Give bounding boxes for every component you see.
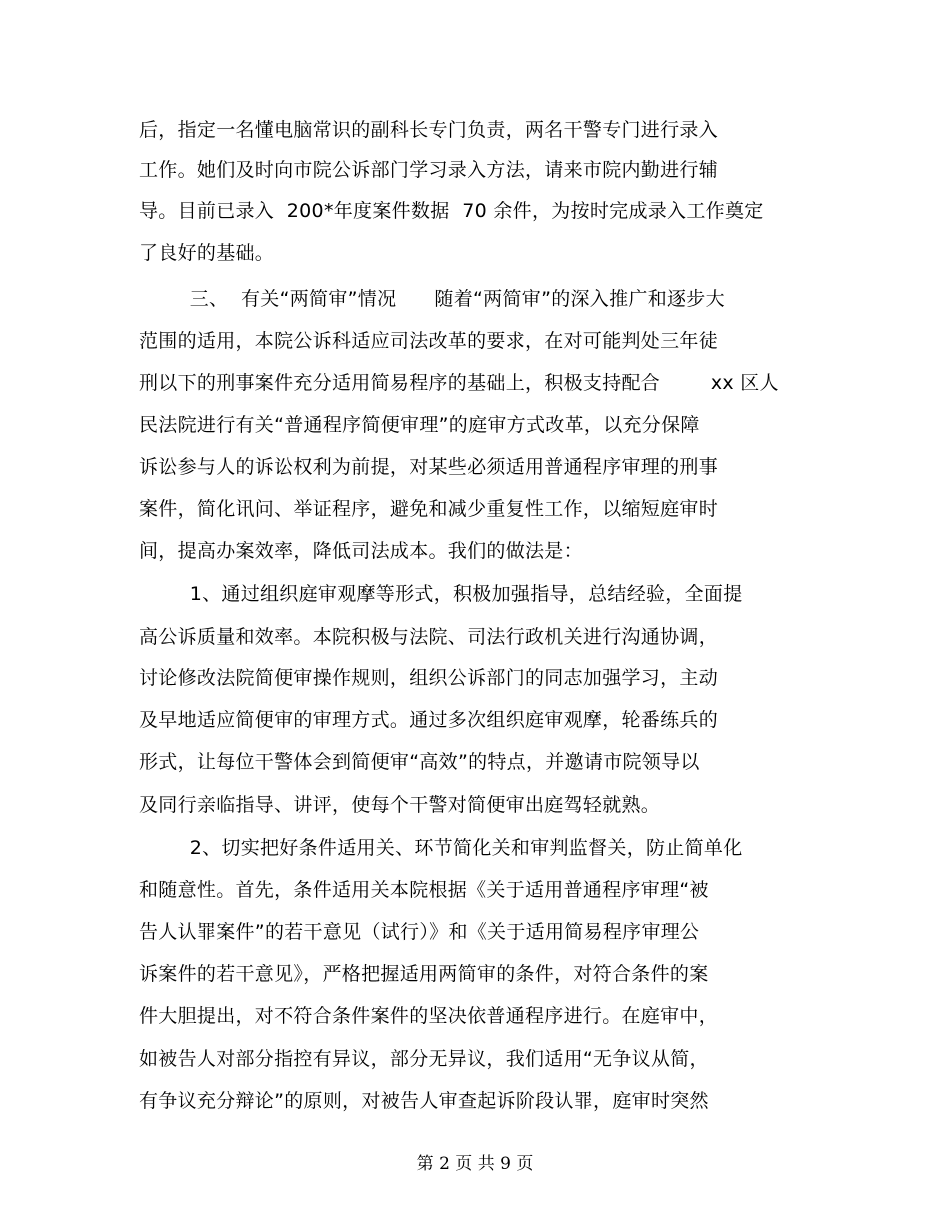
text-line: 和随意性。首先，条件适用关本院根据《关于适用普通程序审理“被 [139, 879, 709, 901]
text-line: 后，指定一名懂电脑常识的副科长专门负责，两名干警专门进行录入 [139, 119, 719, 141]
text-line: 有争议充分辩论”的原则，对被告人审查起诉阶段认罪，庭审时突然 [139, 1090, 709, 1112]
list-item-line: 2、切实把好条件适用关、环节简化关和审判监督关，防止简单化 [139, 837, 743, 859]
text-line: 诉讼参与人的诉讼权利为前提，对某些必须适用普通程序审理的刑事 [139, 456, 719, 478]
text-line: 民法院进行有关“普通程序简便审理”的庭审方式改革，以充分保障 [139, 414, 700, 436]
text-line: 诉案件的若干意见》，严格把握适用两简审的条件，对符合条件的案 [139, 963, 709, 985]
text-line: 刑以下的刑事案件充分适用简易程序的基础上，积极支持配合 xx 区人 [139, 372, 779, 394]
text-line: 高公诉质量和效率。本院积极与法院、司法行政机关进行沟通协调， [139, 626, 719, 648]
text-line: 告人认罪案件”的若干意见（试行）》和《关于适用简易程序审理公 [139, 921, 700, 943]
text-line: 案件，简化讯问、举证程序，避免和减少重复性工作，以缩短庭审时 [139, 498, 719, 520]
text-line: 及同行亲临指导、讲评，使每个干警对简便审出庭驾轻就熟。 [139, 794, 661, 816]
text-line: 及早地适应简便审的审理方式。通过多次组织庭审观摩，轮番练兵的 [139, 709, 719, 731]
list-item-line: 1、通过组织庭审观摩等形式，积极加强指导，总结经验，全面提 [139, 583, 743, 605]
section-heading-line: 三、 有关“两简审”情况 随着“两简审”的深入推广和逐步大 [139, 288, 725, 310]
text-line: 范围的适用，本院公诉科适应司法改革的要求，在对可能判处三年徒 [139, 330, 719, 352]
text-line: 讨论修改法院简便审操作规则，组织公诉部门的同志加强学习，主动 [139, 667, 719, 689]
text-line: 工作。她们及时向市院公诉部门学习录入方法，请来市院内勤进行辅 [139, 159, 719, 181]
text-line: 导。目前已录入 200*年度案件数据 70 余件，为按时完成录入工作奠定 [139, 200, 764, 222]
text-line: 如被告人对部分指控有异议，部分无异议，我们适用“无争议从简， [139, 1048, 709, 1070]
text-line: 形式，让每位干警体会到简便审“高效”的特点，并邀请市院领导以 [139, 751, 700, 773]
text-line: 件大胆提出，对不符合条件案件的坚决依普通程序进行。在庭审中， [139, 1005, 719, 1027]
text-line: 间，提高办案效率，降低司法成本。我们的做法是： [139, 540, 583, 562]
page-footer: 第 2 页 共 9 页 [416, 1154, 534, 1174]
text-line: 了良好的基础。 [139, 242, 275, 264]
